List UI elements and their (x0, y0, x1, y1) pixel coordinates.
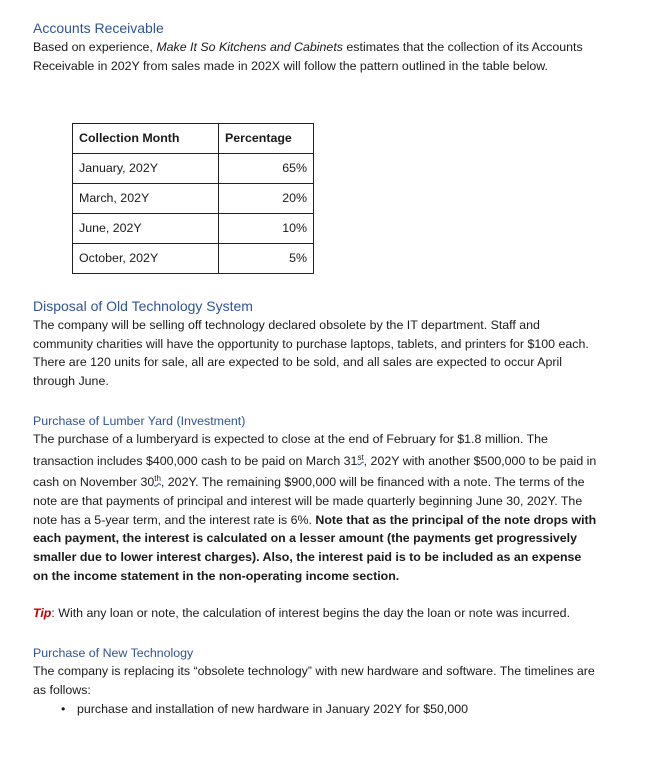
company-name: Make It So Kitchens and Cabinets (156, 40, 343, 54)
table-row (73, 244, 314, 274)
new-technology-heading: Purchase of New Technology (33, 645, 194, 660)
cell-percentage: 65% (219, 154, 314, 184)
new-technology-text: The company is replacing its “obsolete technology” with new hardware and software. The timelines are as follows: (33, 664, 595, 697)
cell-month: March, 202Y (73, 184, 219, 214)
lumber-text (33, 430, 598, 585)
document-page (33, 18, 598, 718)
tip-label: Tip (33, 606, 52, 621)
tip-text (33, 604, 598, 623)
text: Based on experience, (33, 40, 157, 54)
cell-percentage: 10% (219, 214, 314, 244)
disposal-heading: Disposal of Old Technology System (33, 298, 253, 315)
lumber-heading: Purchase of Lumber Yard (Investment) (33, 413, 246, 428)
header-collection-month: Collection Month (73, 124, 219, 154)
disposal-text: The company will be selling off technology declared obsolete by the IT department. Staff and community charities will have the opportunity to purchase laptops, tablets, and printers for $100 each. There are 120 units for sale, all are expected to be sold, and all sales are expected to occur April through June. (33, 318, 589, 388)
table-row (73, 214, 314, 244)
table-header-row (73, 124, 314, 154)
superscript: st (357, 452, 364, 462)
accounts-receivable-heading: Accounts Receivable (33, 20, 164, 36)
text: , 202Y with another $500,000 to be paid in cash on November 30 (33, 453, 597, 490)
cell-month: June, 202Y (73, 214, 219, 244)
cell-percentage: 20% (219, 184, 314, 214)
table-row (73, 154, 314, 184)
superscript: th (154, 474, 161, 484)
cell-percentage: 5% (219, 244, 314, 274)
table-row (73, 184, 314, 214)
header-percentage: Percentage (219, 124, 314, 154)
text: estimates that the collection of its Accounts Receivable in 202Y from sales made in 202X will follow the pattern outlined in the table below. (33, 40, 583, 73)
accounts-receivable-text (33, 38, 598, 75)
timeline-list (33, 700, 598, 719)
list-item: • purchase and installation of new hardware in January 202Y for $50,000 (77, 700, 598, 719)
text: , 202Y. The remaining $900,000 will be financed with a note. The terms of the note are that payments of principal and interest will be made quarterly beginning June 30, 202Y. The note has a 5-year term, and the interest rate is 6%. (33, 475, 585, 527)
collection-table (72, 123, 314, 274)
bold-note: Note that as the principal of the note drops with each payment, the interest is calculated on a lesser amount (the payments get progressively smaller due to lower interest charges). Also, the interest paid is to be included as an expense on the income statement in the non-operating income section. (33, 512, 597, 583)
cell-month: January, 202Y (73, 154, 219, 184)
text: The purchase of a lumberyard is expected to close at the end of February for $1.8 million. The transaction includes $400,000 cash to be paid on March 31 (33, 432, 548, 468)
text: : With any loan or note, the calculation of interest begins the day the loan or note was incurred. (51, 606, 571, 621)
cell-month: October, 202Y (73, 244, 219, 274)
